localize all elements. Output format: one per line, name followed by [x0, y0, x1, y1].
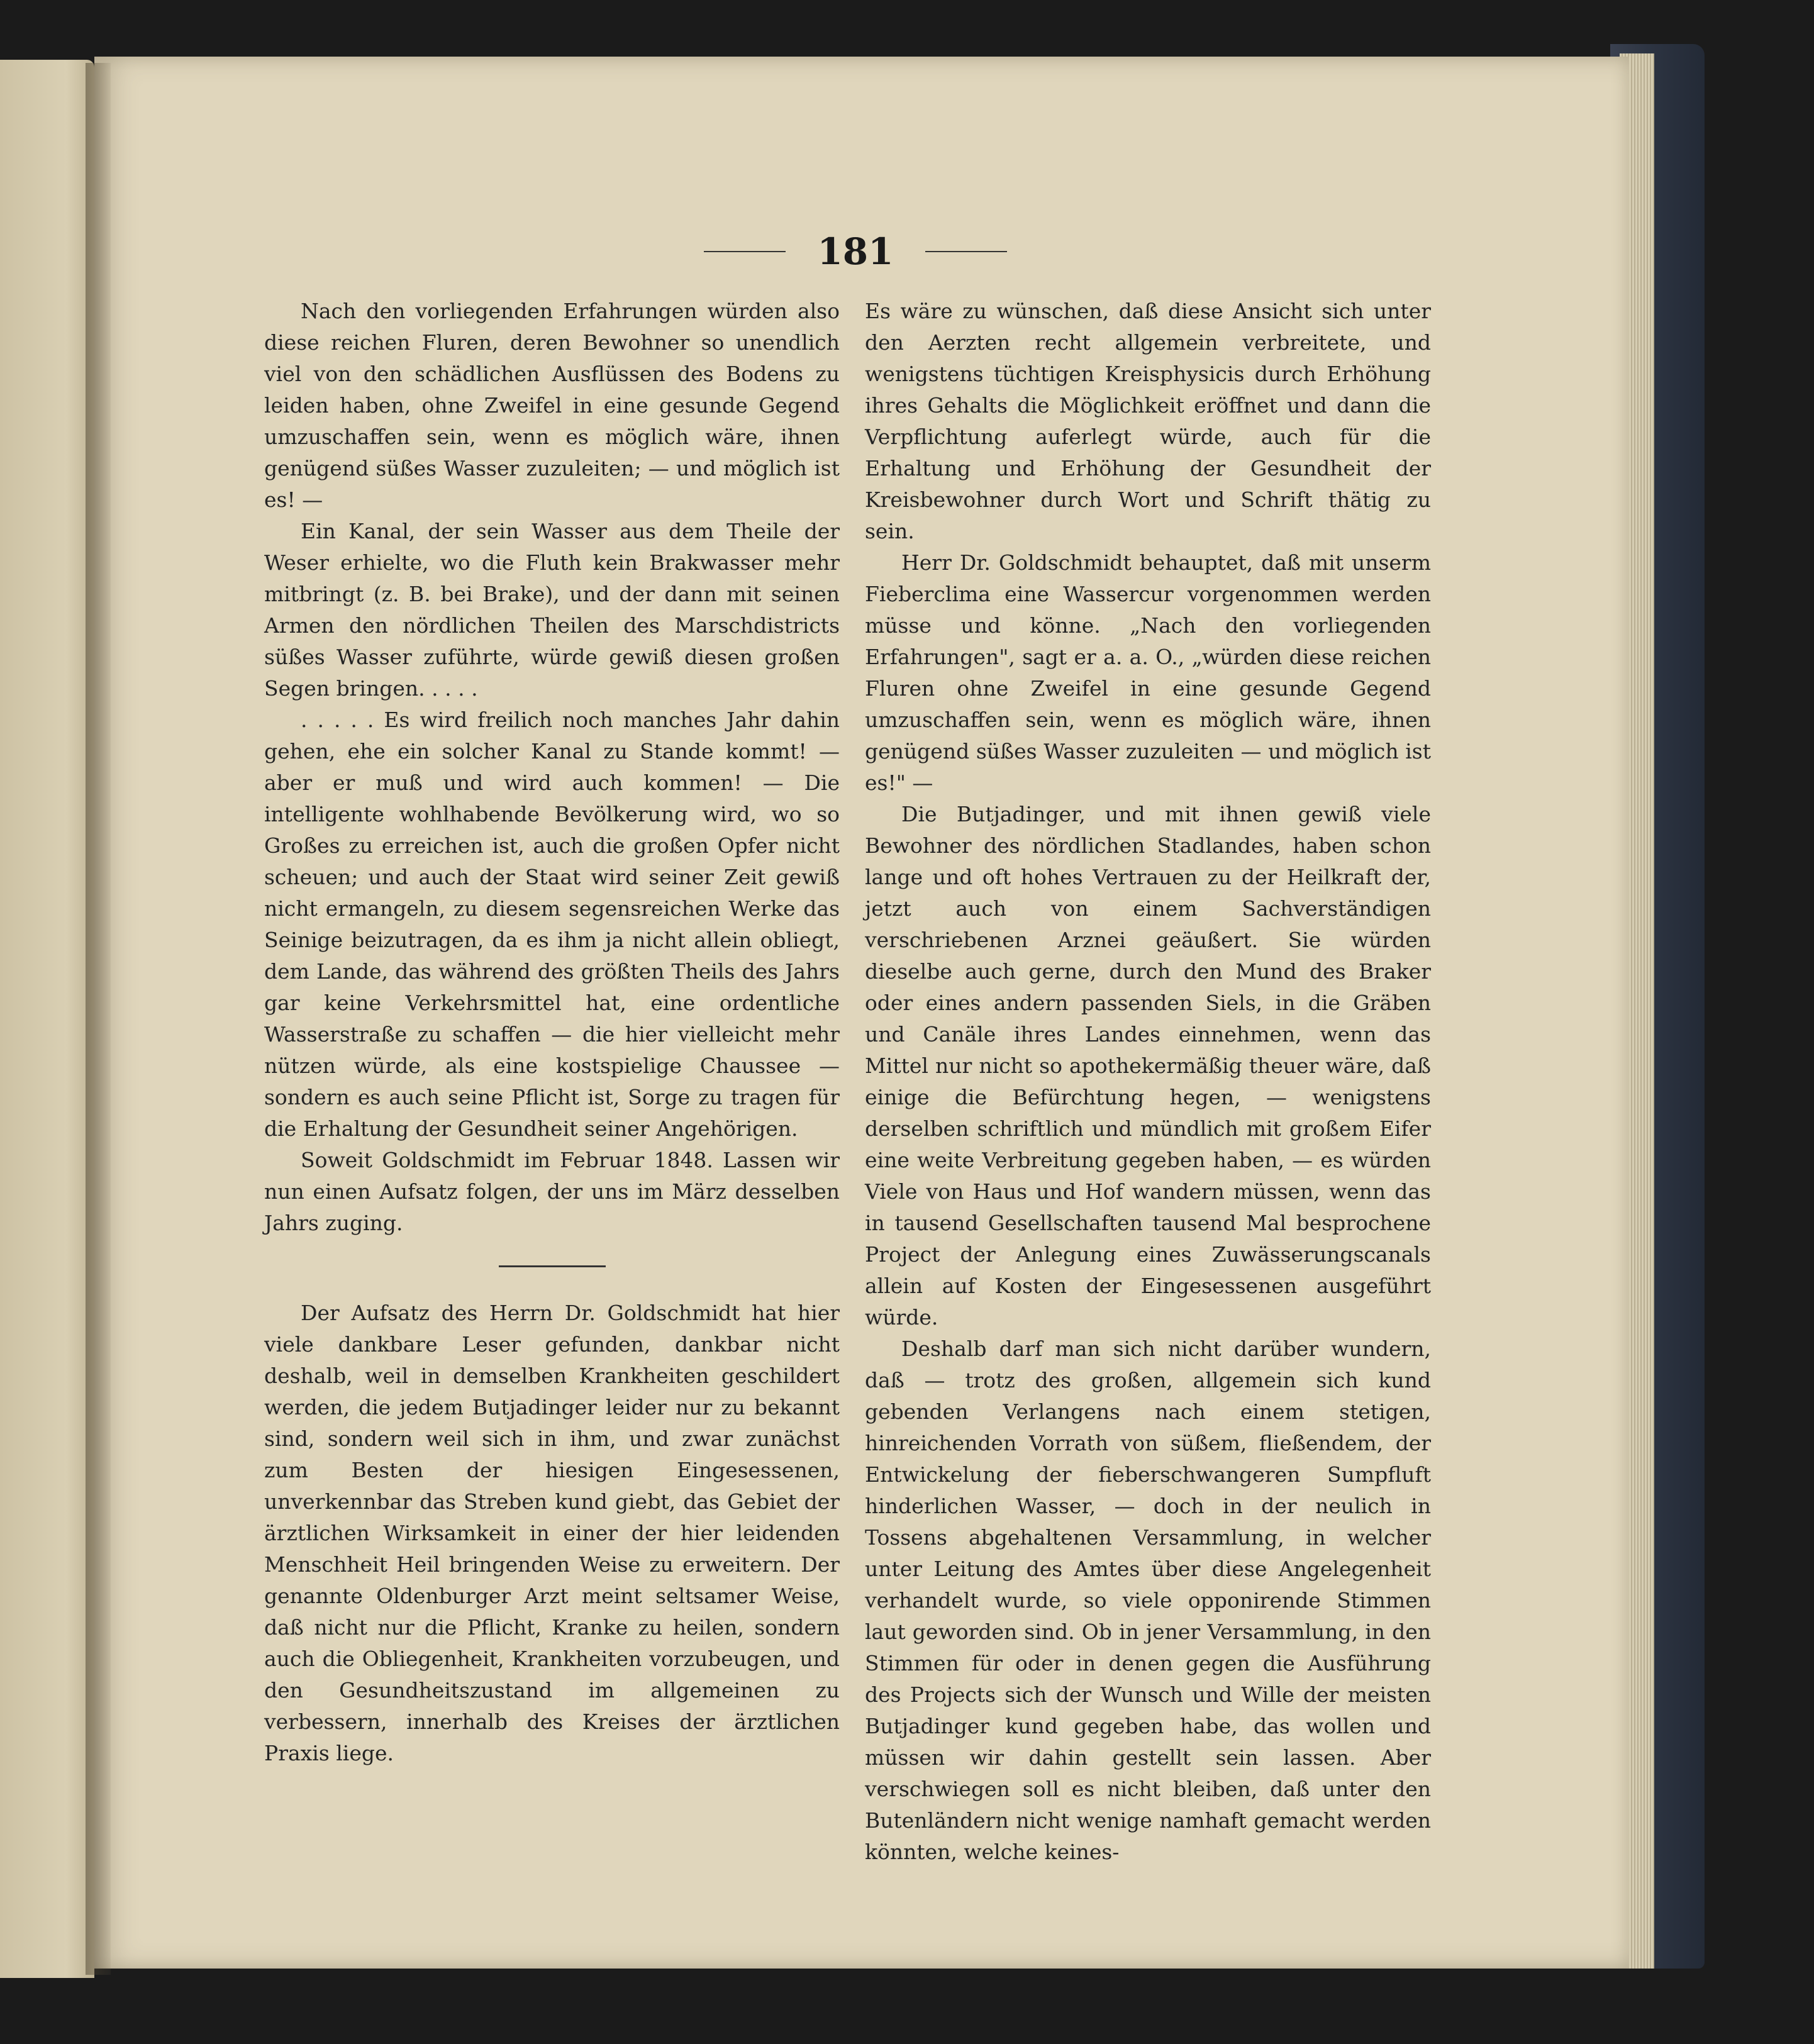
paragraph: Nach den vorliegenden Erfahrungen würden also diese reichen Fluren, deren Bewohner so unendlich viel von den schädlichen Ausflüssen des Bodens zu leiden haben, ohne Zweifel in eine gesunde Gegend umzuschaffen sein, wenn es möglich wäre, ihnen genügend süßes Wasser zuzuleiten; — und möglich ist es! —	[264, 299, 840, 512]
paragraph: Soweit Goldschmidt im Februar 1848. Lassen wir nun einen Aufsatz folgen, der uns im März desselben Jahrs zuging.	[264, 1148, 840, 1235]
left-column	[264, 296, 840, 1769]
paragraph: Deshalb darf man sich nicht darüber wundern, daß — trotz des großen, allgemein sich kund gebenden Verlangens nach einem stetigen, hinreichenden Vorrath von süßem, fließendem, der Entwickelung der fieberschwangeren Sumpfluft hinderlichen Wasser, — doch in der neulich in Tossens abgehaltenen Versammlung, in welcher unter Leitung des Amtes über diese Angelegenheit verhandelt wurde, so viele opponirende Stimmen laut geworden sind. Ob in jener Versammlung, in den Stimmen für oder in denen gegen die Ausführung des Projects sich der Wunsch und Wille der meisten Butjadinger kund gegeben habe, das wollen und müssen wir dahin gestellt sein lassen. Aber verschwiegen soll es nicht bleiben, daß unter den Butenländern nicht wenige namhaft gemacht werden könnten, welche keines-	[865, 1336, 1431, 1864]
paragraph: Herr Dr. Goldschmidt behauptet, daß mit unserm Fieberclima eine Wassercur vorgenommen werden müsse und könne. „Nach den vorliegenden Erfahrungen", sagt er a. a. O., „würden diese reichen Fluren ohne Zweifel in eine gesunde Gegend umzuschaffen sein, wenn es möglich wäre, ihnen genügend süßes Wasser zuzuleiten — und möglich ist es!" —	[865, 550, 1431, 795]
paragraph: Ein Kanal, der sein Wasser aus dem Theile der Weser erhielte, wo die Fluth kein Brakwasser mehr mitbringt (z. B. bei Brake), und der dann mit seinen Armen den nördlichen Theilen des Marschdistricts süßes Wasser zuführte, würde gewiß diesen großen Segen bringen. . . . .	[264, 519, 840, 701]
paragraph: Der Aufsatz des Herrn Dr. Goldschmidt hat hier viele dankbare Leser gefunden, dankbar nicht deshalb, weil in demselben Krankheiten geschildert werden, die jedem Butjadinger leider nur zu bekannt sind, sondern weil sich in ihm, und zwar zunächst zum Besten der hiesigen Eingesessenen, unverkennbar das Streben kund giebt, das Gebiet der ärztlichen Wirksamkeit in einer der hier leidenden Menschheit Heil bringenden Weise zu erweitern. Der genannte Oldenburger Arzt meint seltsamer Weise, daß nicht nur die Pflicht, Kranke zu heilen, sondern auch die Obliegenheit, Krankheiten vorzubeugen, und den Gesundheitszustand im allgemeinen zu verbessern, innerhalb des Kreises der ärztlichen Praxis liege.	[264, 1301, 840, 1765]
gutter-shadow	[86, 63, 111, 1975]
right-column	[865, 296, 1431, 1868]
page-header	[679, 226, 1032, 277]
page-number: 181	[817, 230, 894, 273]
paragraph: . . . . . Es wird freilich noch manches Jahr dahin gehen, ehe ein solcher Kanal zu Stande kommt! — aber er muß und wird auch kommen! — Die intelligente wohlhabende Bevölkerung wird, wo so Großes zu erreichen ist, auch die großen Opfer nicht scheuen; und auch der Staat wird seiner Zeit gewiß nicht ermangeln, zu diesem segensreichen Werke das Seinige beizutragen, da es ihm ja nicht allein obliegt, dem Lande, das während des größten Theils des Jahrs gar keine Verkehrsmittel hat, eine ordentliche Wasserstraße zu schaffen — die hier vielleicht mehr nützen würde, als eine kostspielige Chaussee — sondern es auch seine Pflicht ist, Sorge zu tragen für die Erhaltung der Gesundheit seiner Angehörigen.	[264, 708, 840, 1141]
header-rule-right	[925, 251, 1007, 252]
paragraph: Die Butjadinger, und mit ihnen gewiß viele Bewohner des nördlichen Stadlandes, haben schon lange und oft hohes Vertrauen zu der Heilkraft der, jetzt auch von einem Sachverständigen verschriebenen Arznei geäußert. Sie würden dieselbe auch gerne, durch den Mund des Braker oder eines andern passenden Siels, in die Gräben und Canäle ihres Landes einnehmen, wenn das Mittel nur nicht so apothekermäßig theuer wäre, daß einige die Befürchtung hegen, — wenigstens derselben schriftlich und mündlich mit großem Eifer eine weite Verbreitung gegeben haben, — es würden Viele von Haus und Hof wandern müssen, wenn das in tausend Gesellschaften tausend Mal besprochene Project der Anlegung eines Zuwässerungscanals allein auf Kosten der Eingesessenen ausgeführt würde.	[865, 802, 1431, 1330]
left-page-edge	[0, 60, 94, 1978]
header-rule-left	[704, 251, 786, 252]
paragraph: Es wäre zu wünschen, daß diese Ansicht sich unter den Aerzten recht allgemein verbreitete, und wenigstens tüchtigen Kreisphysicis durch Erhöhung ihres Gehalts die Möglichkeit eröffnet und dann die Verpflichtung auferlegt würde, auch für die Erhaltung und Erhöhung der Gesundheit der Kreisbewohner durch Wort und Schrift thätig zu sein.	[865, 299, 1431, 543]
section-separator	[499, 1265, 606, 1267]
